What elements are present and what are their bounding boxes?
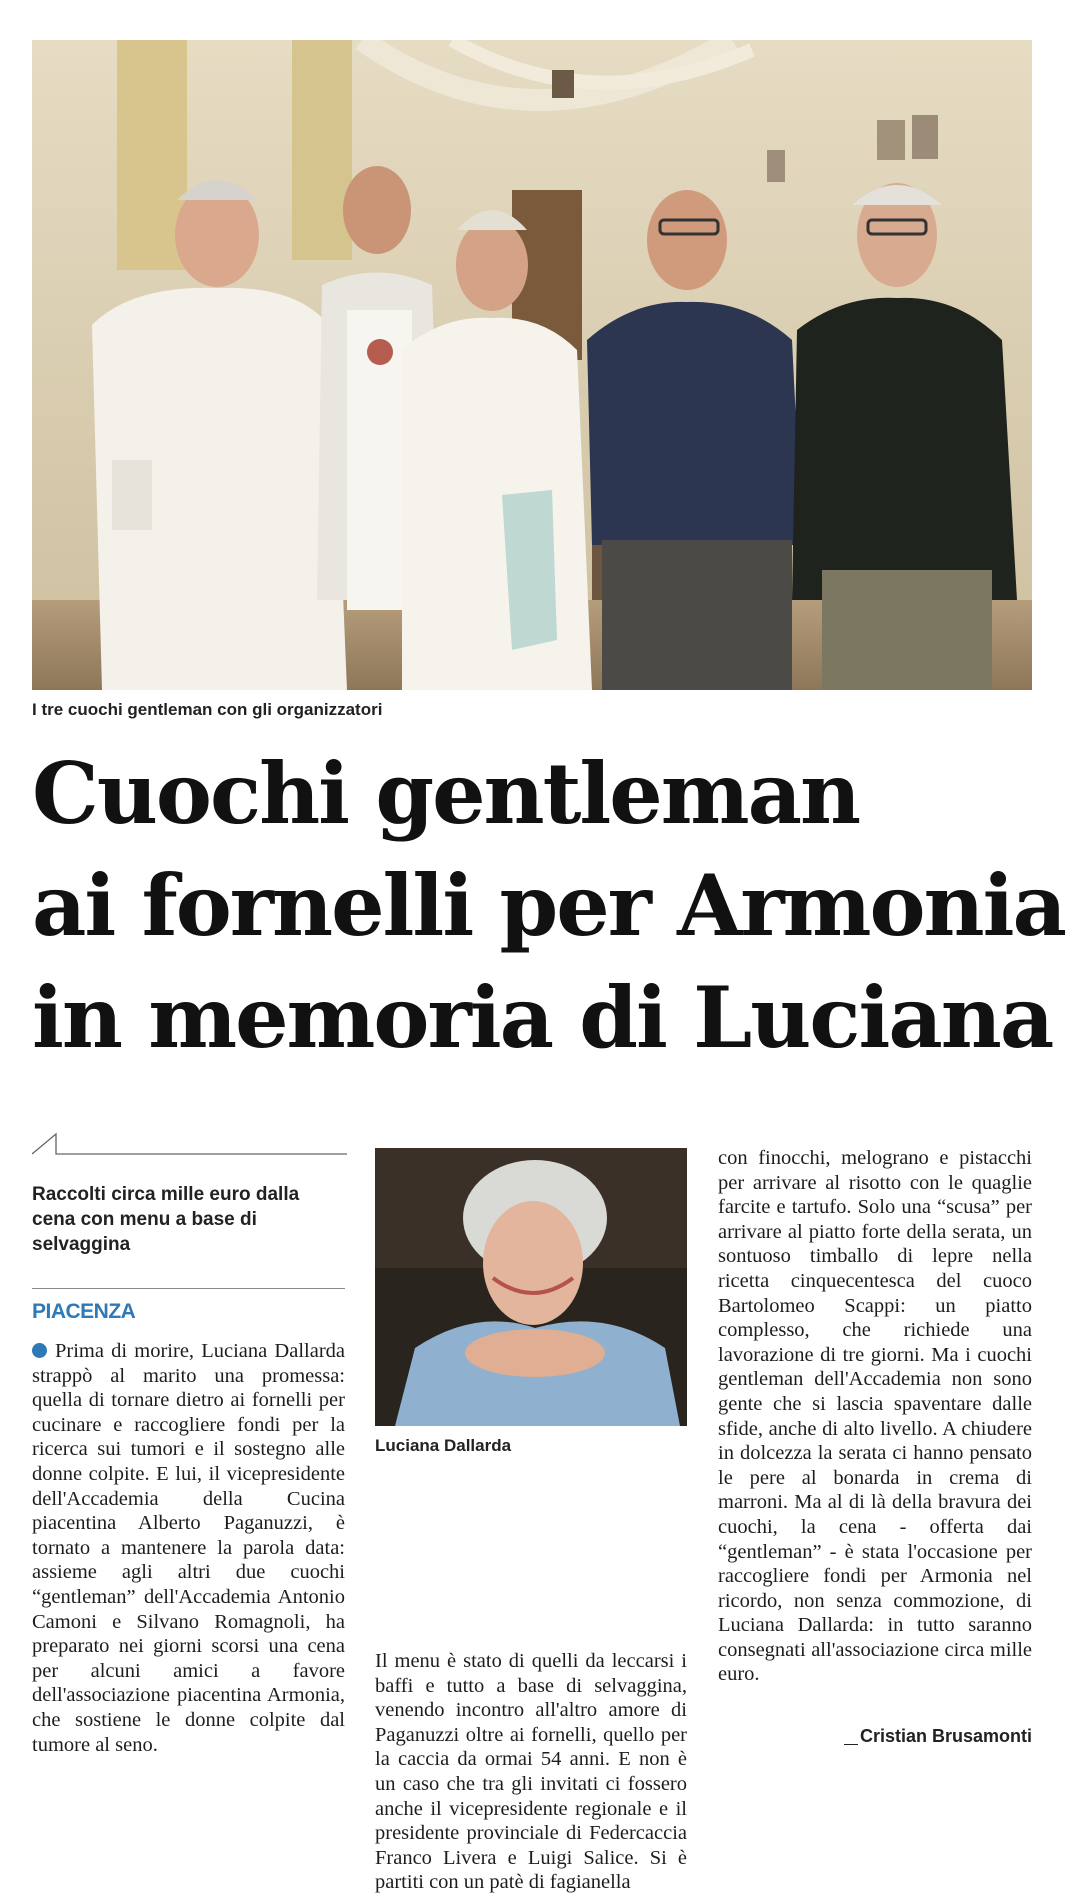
group-photo-illustration bbox=[32, 40, 1032, 690]
author-byline bbox=[830, 1726, 1032, 1747]
luciana-photo-caption: Luciana Dallarda bbox=[375, 1436, 512, 1455]
luciana-photo-illustration bbox=[375, 1148, 687, 1426]
article-column-1 bbox=[32, 1339, 345, 1757]
column-3-text: con finocchi, melograno e pistacchi per arrivare al risotto con le quaglie farcite e tartufo. Solo una “scusa” per arrivare al piatto forte della serata, un sontuoso timballo di lepre nella ricetta cinquecentesca del cuoco Bartolomeo Scappi: un piatto complesso, che richiede una lavorazione di tre giorni. Ma i cuochi gentleman dell'Accademia non sono gente che si lascia spaventare dalle sfide, anche di alto livello. A chiudere in dolcezza la serata ci hanno pensato le pere al bonarda in crema di marroni. Ma al di là della bravura dei cuochi, la cena - offerta dai “gentleman” - è stata l'occasione per raccogliere fondi per Armonia nel ricordo, non senza commozione, di Luciana Dallarda: in tutto saranno consegnati all'associazione circa mille euro. bbox=[718, 1147, 1032, 1686]
summary-divider bbox=[32, 1288, 345, 1289]
author-name: Cristian Brusamonti bbox=[859, 1726, 1032, 1746]
luciana-photo bbox=[375, 1148, 687, 1426]
headline-line-3: in memoria di Luciana bbox=[32, 968, 1053, 1067]
decorative-separator bbox=[32, 1132, 347, 1156]
location-label: PIACENZA bbox=[32, 1300, 136, 1323]
column-2-text: Il menu è stato di quelli da leccarsi i baffi e tutto a base di selvaggina, venendo incontro all'altro amore di Paganuzzi oltre ai fornelli, quello per la caccia da ormai 54 anni. E non è un caso che tra gli invitati ci fossero anche il vicepresidente regionale e il presidente provinciale di Federcaccia Franco Livera e Luigi Salice. Si è partiti con un patè di fagianella bbox=[375, 1650, 687, 1894]
column-1-text: Prima di morire, Luciana Dallarda strappò al marito una promessa: quella di tornare dietro ai fornelli per cucinare e raccogliere fondi per la ricerca sui tumori e il sostegno alle donne colpite. E lui, il vicepresidente dell'Accademia della Cucina piacentina Alberto Paganuzzi, è tornato a mantenere la parola data: assieme agli altri due cuochi “gentleman” dell'Accademia Antonio Camoni e Silvano Romagnoli, ha preparato nei giorni scorsi una cena per alcuni amici a favore dell'associazione piacentina Armonia, che sostiene le donne colpite dal tumore al seno. bbox=[32, 1340, 345, 1756]
article-column-3 bbox=[718, 1146, 1032, 1687]
headline bbox=[32, 738, 1065, 1074]
headline-line-2: ai fornelli per Armonia bbox=[32, 856, 1065, 955]
summary: Raccolti circa mille euro dalla cena con menu a base di selvaggina bbox=[32, 1184, 300, 1255]
group-photo-caption: I tre cuochi gentleman con gli organizzatori bbox=[32, 700, 383, 719]
article-column-2 bbox=[375, 1649, 687, 1895]
bullet-dot-icon bbox=[32, 1343, 47, 1358]
headline-line-1: Cuochi gentleman bbox=[32, 744, 860, 843]
group-photo bbox=[32, 40, 1032, 690]
